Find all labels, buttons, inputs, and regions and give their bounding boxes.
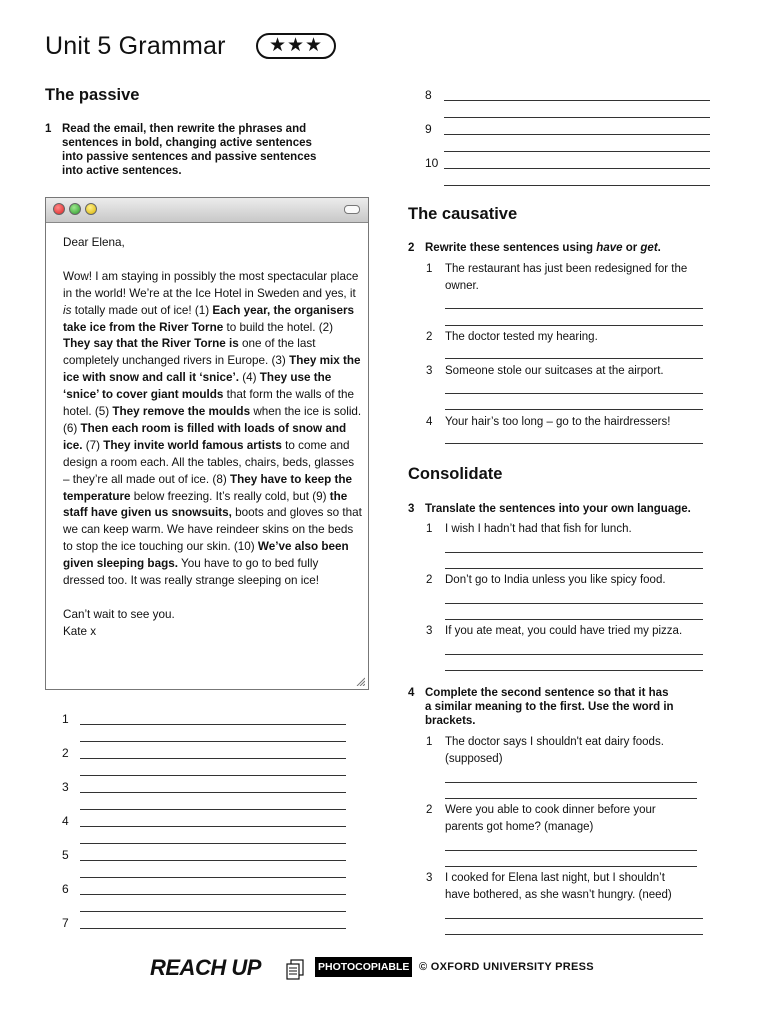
answer-number: 8 (425, 88, 432, 102)
answer-line[interactable] (444, 100, 710, 101)
answer-line[interactable] (80, 826, 346, 827)
instruction-line: sentences in bold, changing active sentences (62, 137, 312, 149)
exercise-number: 3 (408, 503, 415, 515)
answer-line[interactable] (445, 325, 703, 326)
item-text: have bothered, as she wasn’t hungry. (need) (445, 889, 672, 901)
answer-line[interactable] (445, 654, 703, 655)
answer-line[interactable] (445, 782, 697, 783)
email-title-bar (46, 198, 368, 223)
item-number: 1 (426, 263, 433, 275)
exercise-2-item (426, 414, 746, 432)
item-text: The doctor tested my hearing. (445, 331, 598, 343)
instruction-line: Read the email, then rewrite the phrases and (62, 123, 307, 135)
resize-grip-icon[interactable] (355, 676, 365, 686)
answer-number: 10 (425, 156, 439, 170)
exercise-4-instruction (408, 686, 748, 732)
item-text: owner. (445, 280, 479, 292)
answer-line[interactable] (445, 603, 703, 604)
exercise-number: 1 (45, 123, 52, 135)
email-signature: Kate x (63, 624, 97, 638)
item-number: 3 (426, 365, 433, 377)
instruction-line: a similar meaning to the first. Use the word in (425, 701, 674, 713)
exercise-number: 2 (408, 242, 415, 254)
answer-line[interactable] (445, 850, 697, 851)
item-number: 3 (426, 872, 433, 884)
instruction-line: brackets. (425, 715, 476, 727)
answer-number: 9 (425, 122, 432, 136)
exercise-1-instruction (45, 122, 375, 182)
answer-line[interactable] (444, 134, 710, 135)
answer-line[interactable] (444, 168, 710, 169)
answer-line[interactable] (444, 151, 710, 152)
item-number: 4 (426, 416, 433, 428)
exercise-3-item (426, 572, 746, 590)
section-heading-consolidate: Consolidate (408, 465, 503, 483)
item-number: 3 (426, 625, 433, 637)
page-title: Unit 5 Grammar (45, 32, 226, 60)
maximize-icon[interactable] (69, 203, 81, 215)
answer-line[interactable] (80, 860, 346, 861)
item-text: If you ate meat, you could have tried my pizza. (445, 625, 683, 637)
answer-line[interactable] (80, 928, 346, 929)
item-text: Don’t go to India unless you like spicy food. (445, 574, 666, 586)
exercise-number: 4 (408, 687, 415, 699)
difficulty-stars: ★★★ (256, 33, 336, 59)
instruction-get: get (640, 242, 658, 254)
exercise-3-item (426, 521, 746, 539)
answer-line[interactable] (80, 775, 346, 776)
answer-line[interactable] (445, 670, 703, 671)
answer-line[interactable] (445, 866, 697, 867)
answer-line[interactable] (80, 809, 346, 810)
answer-line[interactable] (80, 894, 346, 895)
answer-line[interactable] (80, 792, 346, 793)
email-greeting: Dear Elena, (63, 236, 125, 249)
instruction-text: Rewrite these sentences using (425, 242, 597, 254)
answer-number: 5 (62, 848, 69, 862)
answer-line[interactable] (445, 443, 703, 444)
exercise-4-item (426, 734, 746, 770)
answer-line[interactable] (80, 724, 346, 725)
document-icon (286, 959, 304, 981)
section-heading-causative: The causative (408, 205, 518, 223)
answer-line[interactable] (445, 568, 703, 569)
window-toggle-icon[interactable] (344, 205, 360, 214)
answer-line[interactable] (445, 552, 703, 553)
exercise-2-item (426, 363, 746, 381)
answer-number: 2 (62, 746, 69, 760)
answer-line[interactable] (444, 185, 710, 186)
close-icon[interactable] (53, 203, 65, 215)
item-text: (supposed) (445, 753, 503, 765)
item-number: 1 (426, 736, 433, 748)
item-text: Were you able to cook dinner before your (445, 804, 656, 816)
item-number: 2 (426, 331, 433, 343)
instruction-text: . (657, 242, 661, 254)
item-number: 2 (426, 574, 433, 586)
instruction-text: or (622, 242, 641, 254)
email-closing: Can’t wait to see you. (63, 607, 175, 621)
answer-line[interactable] (445, 934, 703, 935)
email-body (63, 235, 363, 641)
answer-line[interactable] (445, 409, 703, 410)
instruction-line: into active sentences. (62, 165, 182, 177)
exercise-4-item (426, 870, 746, 906)
email-window (45, 197, 369, 690)
answer-number: 1 (62, 712, 69, 726)
exercise-3-item (426, 623, 746, 641)
instruction-have: have (596, 242, 623, 254)
exercise-2-item (426, 329, 746, 347)
answer-line[interactable] (445, 918, 703, 919)
exercise-3-instruction (408, 502, 748, 518)
answer-number: 4 (62, 814, 69, 828)
answer-line[interactable] (445, 393, 703, 394)
publisher-credit: © OXFORD UNIVERSITY PRESS (419, 961, 594, 973)
answer-line[interactable] (80, 741, 346, 742)
minimize-icon[interactable] (85, 203, 97, 215)
answer-number: 7 (62, 916, 69, 930)
answer-line[interactable] (80, 758, 346, 759)
answer-line[interactable] (80, 843, 346, 844)
exercise-2-item (426, 261, 746, 297)
item-number: 1 (426, 523, 433, 535)
exercise-2-instruction (408, 241, 738, 257)
item-text: Your hair’s too long – go to the hairdressers! (445, 416, 671, 428)
answer-line[interactable] (80, 877, 346, 878)
answer-line[interactable] (80, 911, 346, 912)
instruction-line: into passive sentences and passive sentences (62, 151, 317, 163)
answer-number: 6 (62, 882, 69, 896)
item-text: The restaurant has just been redesigned for the (445, 263, 688, 275)
item-text: Someone stole our suitcases at the airport. (445, 365, 664, 377)
instruction-text: Translate the sentences into your own language. (425, 503, 691, 515)
item-text: parents got home? (manage) (445, 821, 594, 833)
item-text: I cooked for Elena last night, but I shouldn’t (445, 872, 665, 884)
answer-line[interactable] (445, 308, 703, 309)
email-paragraph: Wow! I am staying in possibly the most spectacular place in the world! We’re at the Ice Hotel in Sweden and yes, it is totally made out of ice! (1) Each year, the organisers take ice from the River Torne to build the hotel. (2) They say that the River Torne is one of the last completely unchanged rivers in Europe. (3) They mix the ice with snow and call it ‘snice’. (4) They use the ‘snice’ to cover giant moulds that form the walls of the hotel. (5) They remove the moulds when the ice is solid. (6) Then each room is filled with loads of snow and ice. (7) They invite world famous artists to come and design a room each. All the tables, chairs, beds, glasses – they’re all made out of ice. (8) They have to keep the temperature below freezing. It’s really cold, but (9) the staff have given us snowsuits, boots and gloves so that we can keep warm. We have reindeer skins on the beds to stop the ice touching our skin. (10) We’ve also been given sleeping bags. You have to go to bed fully dressed too. It was really strange sleeping on ice! (63, 269, 362, 588)
item-text: The doctor says I shouldn't eat dairy foods. (445, 736, 664, 748)
photocopiable-badge: PHOTOCOPIABLE (315, 957, 412, 977)
answer-line[interactable] (444, 117, 710, 118)
exercise-4-item (426, 802, 746, 838)
answer-line[interactable] (445, 619, 703, 620)
instruction-line: Complete the second sentence so that it has (425, 687, 669, 699)
item-text: I wish I hadn’t had that fish for lunch. (445, 523, 632, 535)
answer-number: 3 (62, 780, 69, 794)
section-heading-passive: The passive (45, 86, 140, 104)
reach-up-logo: REACH UP (150, 955, 261, 980)
item-number: 2 (426, 804, 433, 816)
answer-line[interactable] (445, 798, 697, 799)
answer-line[interactable] (445, 358, 703, 359)
